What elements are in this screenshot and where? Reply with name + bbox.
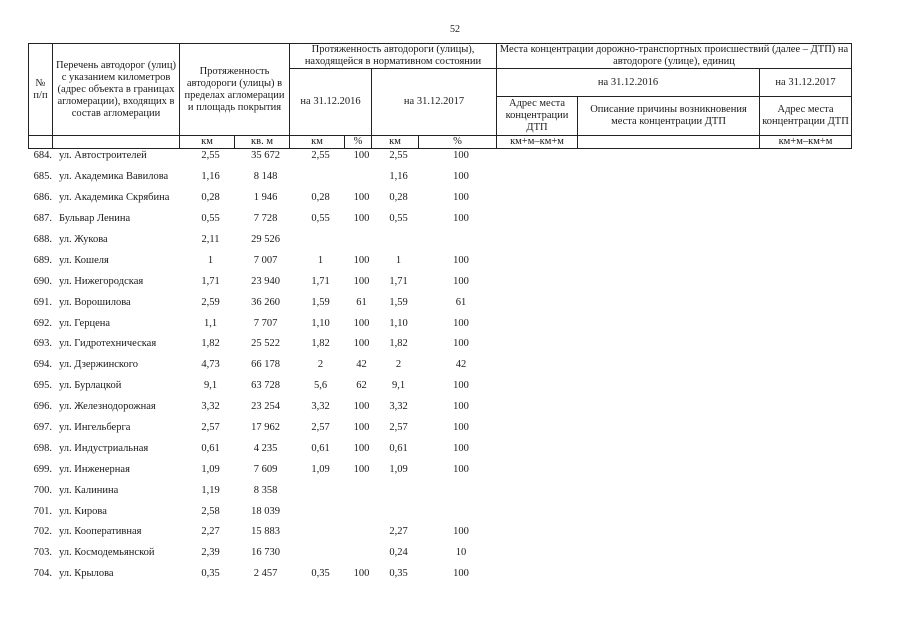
norm-pct-2016 <box>348 480 375 501</box>
norm-pct-2017: 100 <box>453 150 469 162</box>
table-row <box>28 438 500 459</box>
area-sqm: 2 457 <box>253 568 278 580</box>
norm-pct-2017: 100 <box>453 171 469 183</box>
norm-pct-2017: 100 <box>453 192 469 204</box>
area-sqm: 17 962 <box>251 422 280 434</box>
length-km: 1,19 <box>201 484 220 496</box>
road-name: ул. Калинина <box>59 484 119 496</box>
area-sqm: 66 178 <box>251 359 280 371</box>
norm-pct-2016: 100 <box>353 422 370 434</box>
road-name: ул. Кирова <box>59 505 107 517</box>
row-number: 704. <box>33 568 52 580</box>
norm-km-2017: 0,55 <box>389 213 408 225</box>
norm-pct-2017: 100 <box>453 422 469 434</box>
header-norm-2016: на 31.12.2016 <box>290 69 372 136</box>
norm-km-2017: 2,27 <box>389 526 408 538</box>
norm-pct-2016 <box>348 167 375 188</box>
norm-pct-2017: 100 <box>453 338 469 350</box>
norm-km-2017: 1 <box>395 254 402 266</box>
length-km: 9,1 <box>203 380 218 392</box>
norm-km-2017: 2,55 <box>389 150 408 162</box>
norm-pct-2017: 100 <box>453 568 469 580</box>
table-row <box>28 188 500 209</box>
table-row <box>28 334 500 355</box>
norm-km-2016: 0,61 <box>311 442 330 454</box>
length-km: 1,09 <box>201 463 220 475</box>
road-name: ул. Автостроителей <box>59 150 147 162</box>
length-km: 2,55 <box>201 150 220 162</box>
row-number: 699. <box>33 463 52 475</box>
length-km: 1 <box>207 254 214 266</box>
road-name: ул. Крылова <box>59 568 114 580</box>
norm-km-2017: 2,57 <box>389 422 408 434</box>
norm-pct-2017: 100 <box>453 213 469 225</box>
norm-km-2017: 9,1 <box>391 380 406 392</box>
road-name: ул. Гидротехническая <box>59 338 157 350</box>
area-sqm: 7 609 <box>253 463 278 475</box>
unit-km-2016: км <box>290 136 345 149</box>
length-km: 2,11 <box>201 234 220 245</box>
norm-pct-2016: 100 <box>353 568 370 580</box>
area-sqm: 1 946 <box>253 192 278 204</box>
row-number: 702. <box>33 526 52 538</box>
length-km: 1,82 <box>201 338 220 350</box>
norm-pct-2017: 100 <box>453 526 469 538</box>
area-sqm: 29 526 <box>251 234 280 245</box>
page-number: 52 <box>450 24 460 35</box>
norm-pct-2016: 100 <box>353 463 370 475</box>
table-row <box>28 564 500 585</box>
length-km: 0,55 <box>201 213 220 225</box>
norm-pct-2016: 100 <box>353 317 370 329</box>
header-dtp-reason: Описание причины возникновения места концентрации ДТП <box>578 97 760 136</box>
length-km: 3,32 <box>201 401 220 413</box>
area-sqm: 25 522 <box>251 338 280 350</box>
norm-pct-2017: 100 <box>453 463 469 475</box>
norm-km-2017 <box>375 480 422 501</box>
length-km: 2,59 <box>201 296 220 308</box>
norm-pct-2017 <box>422 230 500 251</box>
norm-km-2016: 1,59 <box>311 296 330 308</box>
norm-pct-2017: 100 <box>453 401 469 413</box>
row-number: 696. <box>33 401 52 413</box>
length-km: 2,58 <box>201 505 220 517</box>
norm-pct-2016: 100 <box>353 213 370 225</box>
norm-pct-2017: 100 <box>453 254 469 266</box>
length-km: 2,27 <box>201 526 220 538</box>
area-sqm: 8 148 <box>253 171 278 183</box>
table-row <box>28 355 500 376</box>
norm-km-2017: 1,59 <box>389 296 408 308</box>
area-sqm: 4 235 <box>253 442 278 454</box>
row-number: 700. <box>33 484 52 496</box>
length-km: 1,71 <box>201 275 220 287</box>
norm-pct-2017: 100 <box>453 442 469 454</box>
norm-km-2016: 5,6 <box>313 380 328 392</box>
road-name: ул. Жукова <box>59 234 108 245</box>
norm-pct-2016: 100 <box>353 401 370 413</box>
norm-pct-2016: 42 <box>356 359 367 371</box>
area-sqm: 63 728 <box>251 380 280 392</box>
norm-km-2016 <box>293 480 348 501</box>
norm-km-2017: 1,09 <box>389 463 408 475</box>
table-row <box>28 522 500 543</box>
norm-km-2017 <box>375 230 422 251</box>
length-km: 2,39 <box>201 547 220 559</box>
row-number: 697. <box>33 422 52 434</box>
road-name: ул. Нижегородская <box>59 275 144 287</box>
norm-pct-2017: 100 <box>453 317 469 329</box>
norm-pct-2016 <box>348 501 375 522</box>
area-sqm: 16 730 <box>251 547 280 559</box>
norm-km-2017: 0,35 <box>389 568 408 580</box>
road-name: ул. Ингельберга <box>59 422 131 434</box>
row-number: 690. <box>33 275 52 287</box>
road-name: ул. Бурлацкой <box>59 380 122 392</box>
row-number: 692. <box>33 317 52 329</box>
header-dtp-address-2017: Адрес места концентрации ДТП <box>760 97 852 136</box>
area-sqm: 15 883 <box>251 526 280 538</box>
norm-pct-2017: 100 <box>453 275 469 287</box>
norm-km-2016: 2,57 <box>311 422 330 434</box>
area-sqm: 8 358 <box>253 484 278 496</box>
header-dtp-2017: на 31.12.2017 <box>760 69 852 97</box>
area-sqm: 18 039 <box>251 505 280 517</box>
norm-km-2016: 1,09 <box>311 463 330 475</box>
norm-pct-2016 <box>348 522 375 543</box>
road-name: ул. Индустриальная <box>59 442 149 454</box>
road-name: ул. Академика Скрябина <box>59 192 170 204</box>
norm-pct-2016 <box>348 230 375 251</box>
norm-km-2017: 0,28 <box>389 192 408 204</box>
road-name: ул. Кошеля <box>59 254 109 266</box>
road-name: ул. Инженерная <box>59 463 130 475</box>
norm-km-2016: 1,82 <box>311 338 330 350</box>
norm-pct-2016: 100 <box>353 254 370 266</box>
norm-km-2017: 1,82 <box>389 338 408 350</box>
header-dtp-2016: на 31.12.2016 <box>497 69 760 97</box>
norm-km-2016: 2,55 <box>311 150 330 162</box>
norm-km-2017: 2 <box>395 359 402 371</box>
norm-pct-2017 <box>422 501 500 522</box>
road-name: ул. Герцена <box>59 317 111 329</box>
norm-pct-2017 <box>422 480 500 501</box>
row-number: 689. <box>33 254 52 266</box>
norm-pct-2017: 42 <box>455 359 467 371</box>
norm-km-2016: 0,35 <box>311 568 330 580</box>
unit-kmm-2016: км+м–км+м <box>497 136 578 149</box>
length-km: 1,16 <box>201 171 220 183</box>
road-name: ул. Космодемьянской <box>59 547 155 559</box>
norm-pct-2016: 100 <box>353 442 370 454</box>
header-road-list: Перечень автодорог (улиц) с указанием километров (адрес объекта в границах агломерации), входящих в состав агломерации <box>53 44 180 136</box>
header-dtp-address-2016: Адрес места концентрации ДТП <box>497 97 578 136</box>
norm-pct-2016: 100 <box>353 275 370 287</box>
table-row <box>28 459 500 480</box>
length-km: 1,1 <box>203 317 218 329</box>
norm-km-2016 <box>293 522 348 543</box>
row-number: 703. <box>33 547 52 559</box>
unit-kmm-2017: км+м–км+м <box>760 136 852 149</box>
table-row <box>28 543 500 564</box>
unit-pct-2016: % <box>345 136 372 149</box>
norm-pct-2016: 100 <box>353 150 370 162</box>
table-row <box>28 167 500 188</box>
norm-pct-2016 <box>348 543 375 564</box>
road-name: ул. Ворошилова <box>59 296 131 308</box>
table-row <box>28 397 500 418</box>
norm-km-2016: 3,32 <box>311 401 330 413</box>
norm-km-2016: 2 <box>317 359 324 371</box>
norm-pct-2016: 62 <box>356 380 367 392</box>
norm-pct-2017: 10 <box>455 547 467 559</box>
norm-km-2016: 1,71 <box>311 275 330 287</box>
norm-pct-2016: 100 <box>353 338 370 350</box>
table-header <box>28 43 852 149</box>
norm-km-2017: 1,10 <box>389 317 408 329</box>
road-name: ул. Академика Вавилова <box>59 171 169 183</box>
row-number: 688. <box>33 234 52 245</box>
table-row <box>28 271 500 292</box>
row-number: 686. <box>33 192 52 204</box>
header-dtp-group: Места концентрации дорожно-транспортных происшествий (далее – ДТП) на автодороге (улице), единиц <box>497 44 852 69</box>
norm-pct-2017: 61 <box>455 296 467 308</box>
row-number: 684. <box>33 150 52 162</box>
row-number: 687. <box>33 213 52 225</box>
row-number: 691. <box>33 296 52 308</box>
table-row <box>28 501 500 522</box>
norm-km-2016: 0,55 <box>311 213 330 225</box>
row-number: 693. <box>33 338 52 350</box>
area-sqm: 23 940 <box>251 275 280 287</box>
length-km: 0,61 <box>201 442 220 454</box>
area-sqm: 7 707 <box>253 317 278 329</box>
row-number: 695. <box>33 380 52 392</box>
table-row <box>28 292 500 313</box>
length-km: 0,28 <box>201 192 220 204</box>
norm-km-2016 <box>293 167 348 188</box>
norm-km-2017: 3,32 <box>389 401 408 413</box>
table-row <box>28 250 500 271</box>
norm-km-2017: 1,16 <box>389 171 408 183</box>
table-row <box>28 209 500 230</box>
header-num: № п/п <box>29 44 53 136</box>
norm-km-2016 <box>293 230 348 251</box>
unit-km-2017: км <box>372 136 419 149</box>
road-name: Бульвар Ленина <box>59 213 131 225</box>
unit-sqm: кв. м <box>235 136 290 149</box>
norm-km-2017: 0,61 <box>389 442 408 454</box>
norm-km-2016 <box>293 501 348 522</box>
norm-km-2017: 0,24 <box>389 547 408 559</box>
unit-km: км <box>180 136 235 149</box>
length-km: 0,35 <box>201 568 220 580</box>
table-row <box>28 418 500 439</box>
table-row <box>28 480 500 501</box>
header-length: Протяженность автодороги (улицы) в пределах агломерации и площадь покрытия <box>180 44 290 136</box>
row-number: 685. <box>33 171 52 183</box>
table-row <box>28 376 500 397</box>
row-number: 701. <box>33 505 52 517</box>
norm-km-2016: 0,28 <box>311 192 330 204</box>
road-name: ул. Кооперативная <box>59 526 142 538</box>
area-sqm: 23 254 <box>251 401 280 413</box>
table-row <box>28 313 500 334</box>
row-number: 694. <box>33 359 52 371</box>
header-normative-group: Протяженность автодороги (улицы), находящейся в нормативном состоянии <box>290 44 497 69</box>
norm-km-2016: 1 <box>317 254 324 266</box>
length-km: 4,73 <box>201 359 220 371</box>
road-name: ул. Дзержинского <box>59 359 139 371</box>
header-norm-2017: на 31.12.2017 <box>372 69 497 136</box>
table-row <box>28 230 500 251</box>
row-number: 698. <box>33 442 52 454</box>
area-sqm: 7 728 <box>253 213 278 225</box>
unit-pct-2017: % <box>419 136 497 149</box>
table-row <box>28 146 500 167</box>
norm-pct-2016: 61 <box>356 296 367 308</box>
norm-km-2017: 1,71 <box>389 275 408 287</box>
area-sqm: 35 672 <box>251 150 280 162</box>
norm-pct-2016: 100 <box>353 192 370 204</box>
norm-km-2017 <box>375 501 422 522</box>
norm-km-2016 <box>293 543 348 564</box>
length-km: 2,57 <box>201 422 220 434</box>
road-name: ул. Железнодорожная <box>59 401 156 413</box>
roads-table <box>28 146 500 585</box>
area-sqm: 7 007 <box>253 254 278 266</box>
norm-pct-2017: 100 <box>453 380 469 392</box>
norm-km-2016: 1,10 <box>311 317 330 329</box>
area-sqm: 36 260 <box>251 296 280 308</box>
